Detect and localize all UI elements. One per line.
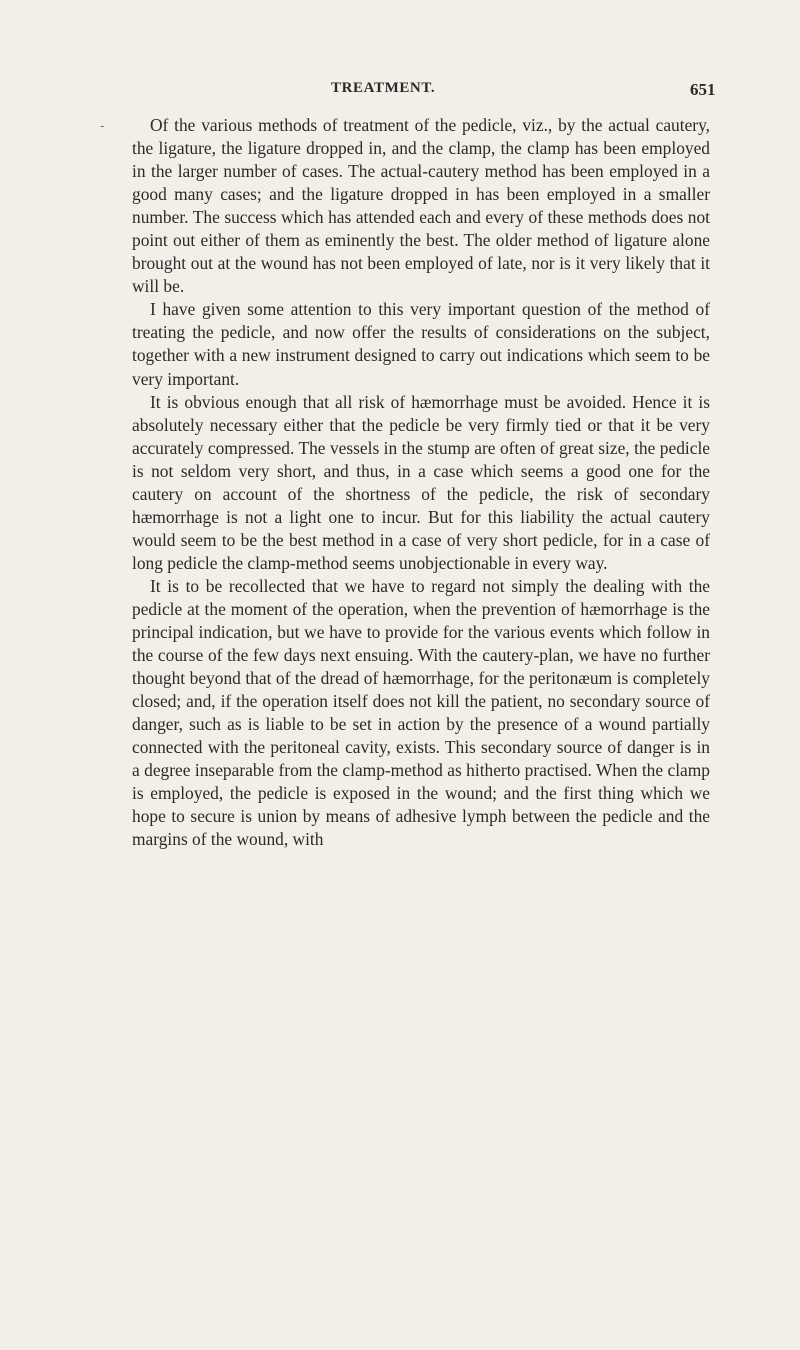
page-number: 651 — [690, 80, 716, 99]
body-text — [132, 114, 710, 852]
paragraph: Of the various methods of treatment of the pedicle, viz., by the actual cautery, the ligature, the ligature dropped in, and the clamp, the clamp has been employed in the larger number of cases. The actual-cautery method has been employed in a good many cases; and the ligature dropped in has been employed in a smaller number. The success which has attended each and every of these methods does not point out either of them as eminently the best. The older method of ligature alone brought out at the wound has not been employed of late, nor is it very likely that it will be. — [132, 115, 710, 297]
running-head — [0, 76, 800, 104]
paragraph: It is obvious enough that all risk of hæmorrhage must be avoided. Hence it is absolutely necessary either that the pedicle be very firmly tied or that it be very accurately compressed. The vessels in the stump are often of great size, the pedicle is not seldom very short, and thus, in a case which seems a good one for the cautery on account of the shortness of the pedicle, the risk of secondary hæmorrhage is not a light one to incur. But for this liability the actual cautery would seem to be the best method in a case of very short pedicle, for in a case of long pedicle the clamp-method seems unobjectionable in every way. — [132, 391, 710, 573]
margin-mark: - — [100, 119, 105, 134]
paragraph: It is to be recollected that we have to regard not simply the dealing with the pedicle at the moment of the operation, when the prevention of hæmorrhage is the principal indication, but we have to provide for the various events which follow in the course of the few days next ensuing. With the cautery-plan, we have no further thought beyond that of the dread of hæmorrhage, for the peritonæum is completely closed; and, if the operation itself does not kill the patient, no secondary source of danger, such as is liable to be set in action by the presence of a wound partially connected with the peritoneal cavity, exists. This secondary source of danger is in a degree inseparable from the clamp-method as hitherto practised. When the clamp is employed, the pedicle is exposed in the wound; and the first thing which we hope to secure is union by means of adhesive lymph between the pedicle and the margins of the wound, with — [132, 575, 710, 850]
paragraph: I have given some attention to this very important question of the method of treating the pedicle, and now offer the results of considerations on the subject, together with a new instrument designed to carry out indications which seem to be very important. — [132, 299, 710, 389]
running-title: TREATMENT. — [331, 80, 436, 96]
